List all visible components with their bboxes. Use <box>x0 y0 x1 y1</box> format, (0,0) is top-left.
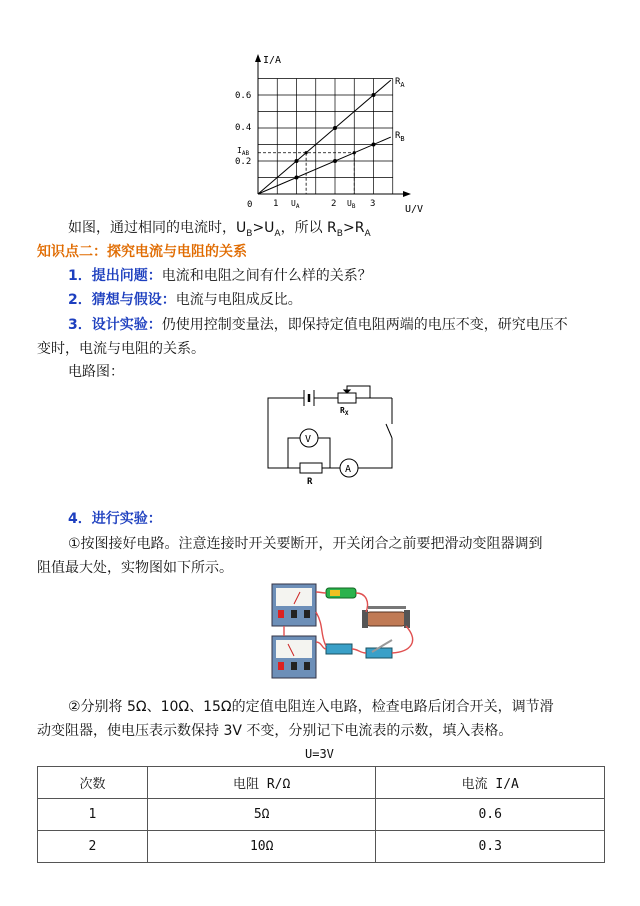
section2-title: 知识点二：探究电流与电阻的关系 <box>37 244 247 260</box>
resistor-r-label: R <box>307 477 313 487</box>
x-axis-arrow <box>403 191 411 197</box>
x-tick-1: 1 <box>273 199 279 209</box>
item3-line1: 3．设计实验：仍使用控制变量法，即保持定值电阻两端的电压不变，研究电压不 <box>68 317 568 333</box>
switch-blade <box>386 424 392 438</box>
item3-label: 3．设计实验： <box>68 317 162 333</box>
resistor-r <box>300 463 322 473</box>
item2-text: 电流与电阻成反比。 <box>175 292 302 308</box>
u-b-label: $U_B$ <box>347 199 356 210</box>
rheostat-device <box>366 612 406 626</box>
y-tick-0.6: 0.6 <box>235 91 252 101</box>
item1-text: 电流和电阻之间有什么样的关系？ <box>161 268 372 284</box>
wire-right-bottom <box>358 438 392 468</box>
step2-line1: ②分别将 5Ω、10Ω、15Ω的定值电阻连入电路，检查电路后闭合开关，调节滑 <box>68 699 554 715</box>
item3-line2: 变时，电流与电阻的关系。 <box>37 341 205 357</box>
y-tick-0.4: 0.4 <box>235 123 252 133</box>
table-row <box>38 831 605 863</box>
item4 <box>68 509 162 529</box>
ammeter-label: A <box>345 464 352 475</box>
switch-device <box>366 648 392 658</box>
graph-caption: 如图，通过相同的电流时，$U_B>U_A$，所以 $R_B>R_A$ <box>68 220 371 239</box>
data-point-RA <box>295 159 299 163</box>
i-ab-label: $I_{AB}$ <box>237 146 250 157</box>
circuit-label: 电路图： <box>68 364 124 380</box>
y-axis-arrow <box>255 54 261 62</box>
cell-current: 0.6 <box>376 799 605 831</box>
series-line-RB <box>258 137 391 194</box>
origin-label: 0 <box>247 200 253 210</box>
x-tick-3: 3 <box>370 199 376 209</box>
resistor-device <box>326 644 352 654</box>
x-axis-label: U/V <box>405 204 424 215</box>
apparatus-image <box>270 582 450 687</box>
cell-current: 0.3 <box>376 831 605 863</box>
wire-top-left <box>268 398 304 468</box>
data-point-RA <box>372 93 376 97</box>
intersection-point <box>305 151 308 154</box>
ra-label: $R_A$ <box>395 77 405 89</box>
wire-voltmeter-left <box>288 438 300 468</box>
y-axis-label: I/A <box>263 55 282 66</box>
data-table <box>37 766 605 863</box>
data-point-RB <box>295 176 299 180</box>
intersection-point <box>353 151 356 154</box>
y-tick-0.2: 0.2 <box>235 157 252 167</box>
voltmeter-label: V <box>305 434 312 445</box>
cell-resistance: 10Ω <box>147 831 376 863</box>
table-header-row <box>38 767 605 799</box>
step1-line2: 阻值最大处，实物图如下所示。 <box>37 560 233 576</box>
u-a-label: $U_A$ <box>291 199 300 210</box>
step2-line2: 动变阻器，使电压表示数保持 3V 不变，分别记下电流表的示数，填入表格。 <box>37 723 513 739</box>
iu-graph <box>225 50 425 220</box>
header-resistance: 电阻 R/Ω <box>147 767 376 799</box>
table-row <box>38 799 605 831</box>
table-caption: U=3V <box>305 747 334 761</box>
data-point-RB <box>372 143 376 147</box>
rx-label: $R_X$ <box>340 406 349 417</box>
header-current: 电流 I/A <box>376 767 605 799</box>
item1 <box>68 266 372 286</box>
item4-label: 4．进行实验： <box>68 511 162 527</box>
x-tick-2: 2 <box>331 199 337 209</box>
header-count: 次数 <box>38 767 148 799</box>
item1-label: 1．提出问题： <box>68 268 162 284</box>
rx-rheostat <box>338 393 356 403</box>
data-point-RA <box>333 126 337 130</box>
cell-count: 2 <box>38 831 148 863</box>
circuit-diagram <box>260 380 400 490</box>
item2-label: 2．猜想与假设： <box>68 292 176 308</box>
cell-resistance: 5Ω <box>147 799 376 831</box>
series-line-RA <box>258 80 391 194</box>
cell-count: 1 <box>38 799 148 831</box>
step1-line1: ①按图接好电路。注意连接时开关要断开，开关闭合之前要把滑动变阻器调到 <box>68 536 543 552</box>
data-point-RB <box>333 159 337 163</box>
item2 <box>68 290 302 310</box>
rheostat-slider <box>347 386 370 398</box>
rb-label: $R_B$ <box>395 131 405 143</box>
